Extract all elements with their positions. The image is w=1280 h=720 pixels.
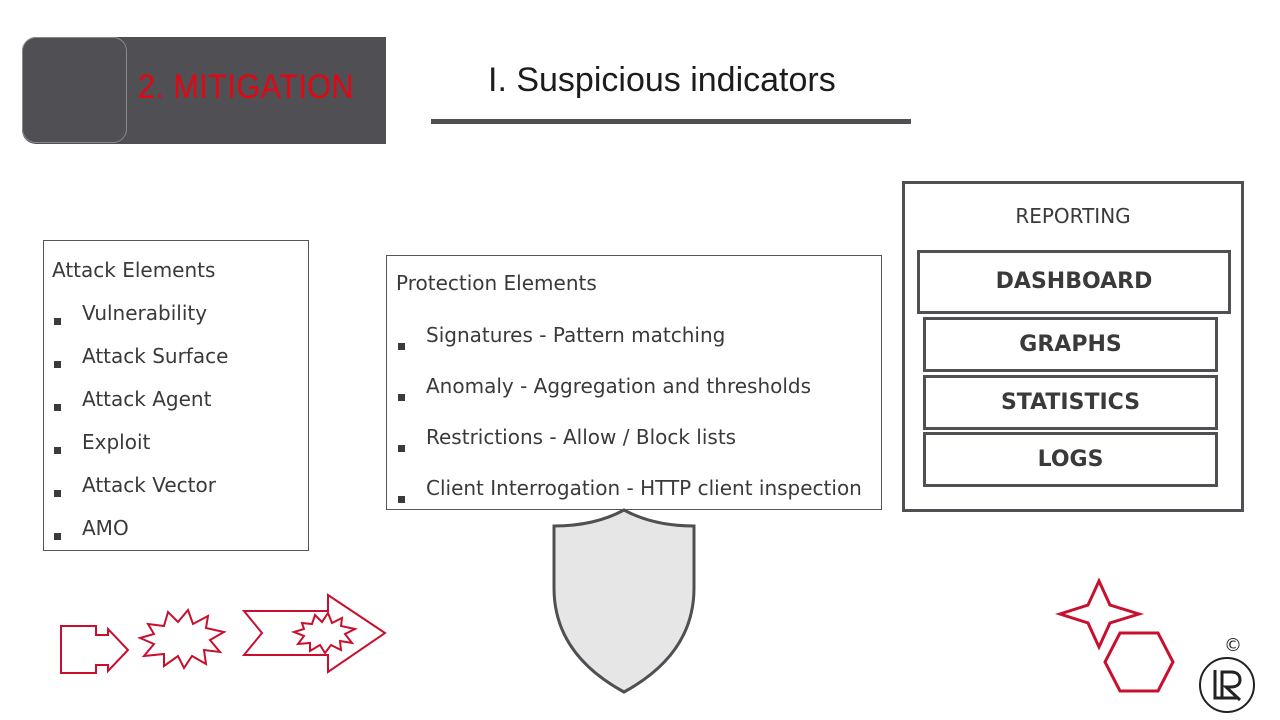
protection-elements-heading: Protection Elements bbox=[396, 271, 597, 295]
list-item bbox=[398, 422, 862, 473]
lr-logo-icon bbox=[1198, 656, 1256, 714]
list-item bbox=[54, 514, 228, 557]
list-item-label: Attack Vector bbox=[82, 473, 216, 497]
list-item-label: Signatures - Pattern matching bbox=[426, 323, 726, 347]
list-item-label: Anomaly - Aggregation and thresholds bbox=[426, 374, 812, 398]
title-underline bbox=[431, 119, 911, 124]
bullet-icon bbox=[398, 445, 405, 452]
list-item bbox=[54, 385, 228, 428]
list-item bbox=[398, 320, 862, 371]
list-item-label: AMO bbox=[82, 516, 129, 540]
page-title: I. Suspicious indicators bbox=[488, 61, 836, 99]
list-item-label: Exploit bbox=[82, 430, 151, 454]
reporting-title: REPORTING bbox=[1015, 204, 1131, 228]
reporting-panel bbox=[902, 181, 1244, 512]
section-tab bbox=[22, 37, 127, 143]
list-item-label: Attack Agent bbox=[82, 387, 212, 411]
list-item bbox=[54, 428, 228, 471]
bullet-icon bbox=[54, 404, 61, 411]
attack-elements-heading: Attack Elements bbox=[52, 258, 216, 282]
bullet-icon bbox=[54, 318, 61, 325]
bullet-icon bbox=[398, 343, 405, 350]
copyright-symbol: © bbox=[1224, 635, 1242, 656]
list-item bbox=[398, 371, 862, 422]
bullet-icon bbox=[54, 533, 61, 540]
graphs-button[interactable]: GRAPHS bbox=[923, 317, 1218, 372]
list-item bbox=[54, 471, 228, 514]
bullet-icon bbox=[398, 496, 405, 503]
attack-arrow-icon bbox=[60, 625, 130, 675]
hexagon-icon bbox=[1103, 631, 1175, 693]
list-item-label: Attack Surface bbox=[82, 344, 229, 368]
protection-elements-list bbox=[398, 320, 862, 524]
bullet-icon bbox=[398, 394, 405, 401]
list-item-label: Restrictions - Allow / Block lists bbox=[426, 425, 737, 449]
burst-icon bbox=[138, 606, 228, 672]
list-item bbox=[54, 342, 228, 385]
statistics-button[interactable]: STATISTICS bbox=[923, 375, 1218, 430]
bullet-icon bbox=[54, 490, 61, 497]
list-item bbox=[54, 299, 228, 342]
list-item-label: Client Interrogation - HTTP client inspection bbox=[426, 476, 862, 500]
bullet-icon bbox=[54, 361, 61, 368]
dashboard-button[interactable]: DASHBOARD bbox=[917, 250, 1231, 314]
protection-elements-box bbox=[386, 255, 882, 510]
attack-elements-box bbox=[43, 240, 309, 551]
arrow-with-burst-icon bbox=[242, 593, 388, 675]
list-item-label: Vulnerability bbox=[82, 301, 208, 325]
attack-elements-list bbox=[54, 299, 228, 557]
section-title: 2. MITIGATION bbox=[138, 68, 355, 106]
shield-icon bbox=[552, 508, 698, 694]
logs-button[interactable]: LOGS bbox=[923, 432, 1218, 487]
bullet-icon bbox=[54, 447, 61, 454]
